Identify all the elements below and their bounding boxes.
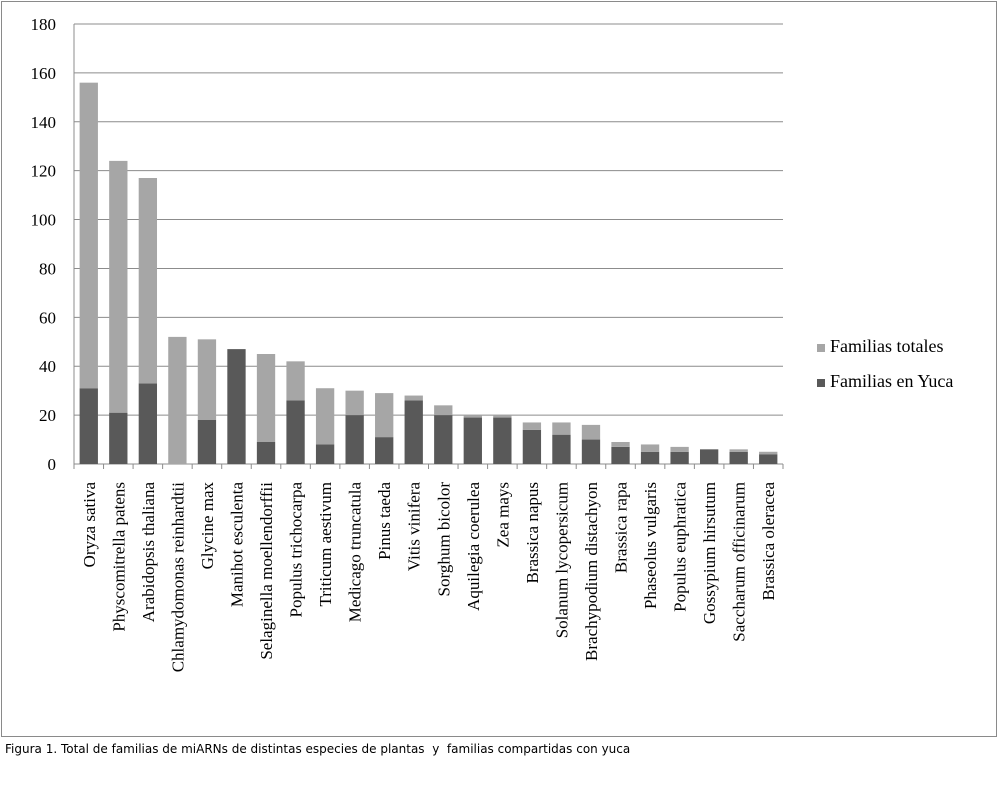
bar-familias-en-yuca bbox=[80, 388, 98, 464]
y-tick-label: 0 bbox=[47, 455, 56, 474]
category-label: Populus trichocarpa bbox=[286, 482, 306, 618]
category-label: Triticum aestivum bbox=[316, 482, 336, 607]
y-tick-label: 60 bbox=[39, 308, 56, 328]
bar-familias-en-yuca bbox=[375, 437, 393, 464]
y-tick-label: 160 bbox=[30, 63, 56, 83]
bar-familias-en-yuca bbox=[139, 383, 157, 464]
figure-caption: Figura 1. Total de familias de miARNs de distintas especies de plantas y familias compartidas con yuca bbox=[5, 742, 631, 756]
bar-familias-en-yuca bbox=[552, 435, 570, 464]
bar-familias-totales bbox=[670, 447, 688, 452]
bar-familias-en-yuca bbox=[109, 413, 127, 464]
bar-familias-en-yuca bbox=[345, 415, 363, 464]
bar-familias-totales bbox=[464, 415, 482, 417]
legend-label: Familias totales bbox=[830, 336, 944, 356]
category-label: Manihot esculenta bbox=[227, 482, 247, 608]
bar-familias-totales bbox=[286, 361, 304, 400]
bar-familias-en-yuca bbox=[227, 349, 245, 464]
bar-familias-en-yuca bbox=[759, 454, 777, 464]
bar-familias-en-yuca bbox=[257, 442, 275, 464]
bar-familias-totales bbox=[434, 405, 452, 415]
bar-familias-en-yuca bbox=[730, 452, 748, 464]
bar-familias-en-yuca bbox=[493, 418, 511, 464]
category-label: Chlamydomonas reinhardtii bbox=[168, 482, 188, 673]
bar-familias-en-yuca bbox=[700, 449, 718, 464]
category-label: Oryza sativa bbox=[79, 482, 99, 568]
category-label: Arabidopsis thaliana bbox=[138, 482, 158, 623]
category-label: Populus euphratica bbox=[670, 482, 690, 612]
category-label: Brachypodium distachyon bbox=[581, 482, 601, 661]
bar-familias-en-yuca bbox=[582, 440, 600, 464]
bar-familias-totales bbox=[109, 161, 127, 413]
category-label: Zea mays bbox=[493, 482, 513, 548]
category-label: Pinus taeda bbox=[375, 482, 395, 560]
bar-familias-totales bbox=[759, 452, 777, 454]
bar-familias-totales bbox=[493, 415, 511, 417]
category-label: Phaseolus vulgaris bbox=[641, 482, 661, 610]
legend-swatch bbox=[817, 344, 825, 352]
category-label: Gossypium hirsutum bbox=[700, 482, 720, 625]
category-label: Medicago truncatula bbox=[345, 482, 365, 623]
legend-label: Familias en Yuca bbox=[830, 371, 954, 391]
bar-familias-en-yuca bbox=[523, 430, 541, 464]
category-label: Aquilegia coerulea bbox=[463, 482, 483, 611]
bar-familias-en-yuca bbox=[670, 452, 688, 464]
bar-familias-totales bbox=[611, 442, 629, 447]
bar-familias-en-yuca bbox=[434, 415, 452, 464]
bar-familias-totales bbox=[730, 449, 748, 451]
bar-familias-totales bbox=[582, 425, 600, 440]
bar-familias-en-yuca bbox=[464, 418, 482, 464]
category-label: Brassica rapa bbox=[611, 482, 631, 574]
y-tick-label: 20 bbox=[39, 406, 56, 426]
bar-familias-totales bbox=[552, 422, 570, 434]
bar-familias-totales bbox=[257, 354, 275, 442]
bar-familias-en-yuca bbox=[316, 444, 334, 464]
bar-familias-totales bbox=[345, 391, 363, 415]
category-label: Solanum lycopersicum bbox=[552, 482, 572, 639]
category-label: Physcomitrella patens bbox=[109, 482, 129, 632]
category-label: Glycine max bbox=[197, 482, 217, 570]
bar-familias-totales bbox=[405, 396, 423, 401]
bar-familias-totales bbox=[80, 83, 98, 389]
category-label: Brassica napus bbox=[522, 482, 542, 584]
bar-familias-en-yuca bbox=[641, 452, 659, 464]
bar-familias-en-yuca bbox=[198, 420, 216, 464]
bar-familias-totales bbox=[641, 444, 659, 451]
bar-familias-en-yuca bbox=[405, 400, 423, 464]
bar-familias-totales bbox=[375, 393, 393, 437]
category-label: Brassica oleracea bbox=[759, 482, 779, 601]
category-label: Vitis vinifera bbox=[404, 482, 424, 572]
y-tick-label: 40 bbox=[39, 357, 56, 377]
bar-familias-totales bbox=[168, 337, 186, 464]
bar-familias-totales bbox=[523, 422, 541, 429]
y-tick-label: 100 bbox=[30, 210, 56, 230]
legend-swatch bbox=[817, 379, 825, 387]
bar-familias-totales bbox=[198, 339, 216, 420]
y-tick-label: 120 bbox=[30, 161, 56, 181]
y-tick-label: 180 bbox=[30, 15, 56, 34]
bar-familias-totales bbox=[139, 178, 157, 383]
y-tick-label: 80 bbox=[39, 259, 56, 279]
category-label: Sorghum bicolor bbox=[434, 482, 454, 597]
category-label: Saccharum officinarum bbox=[729, 482, 749, 642]
category-label: Selaginella moellendorffii bbox=[257, 482, 277, 660]
y-tick-label: 140 bbox=[30, 112, 56, 132]
bar-familias-en-yuca bbox=[611, 447, 629, 464]
bar-familias-en-yuca bbox=[286, 400, 304, 464]
bar-familias-totales bbox=[316, 388, 334, 444]
